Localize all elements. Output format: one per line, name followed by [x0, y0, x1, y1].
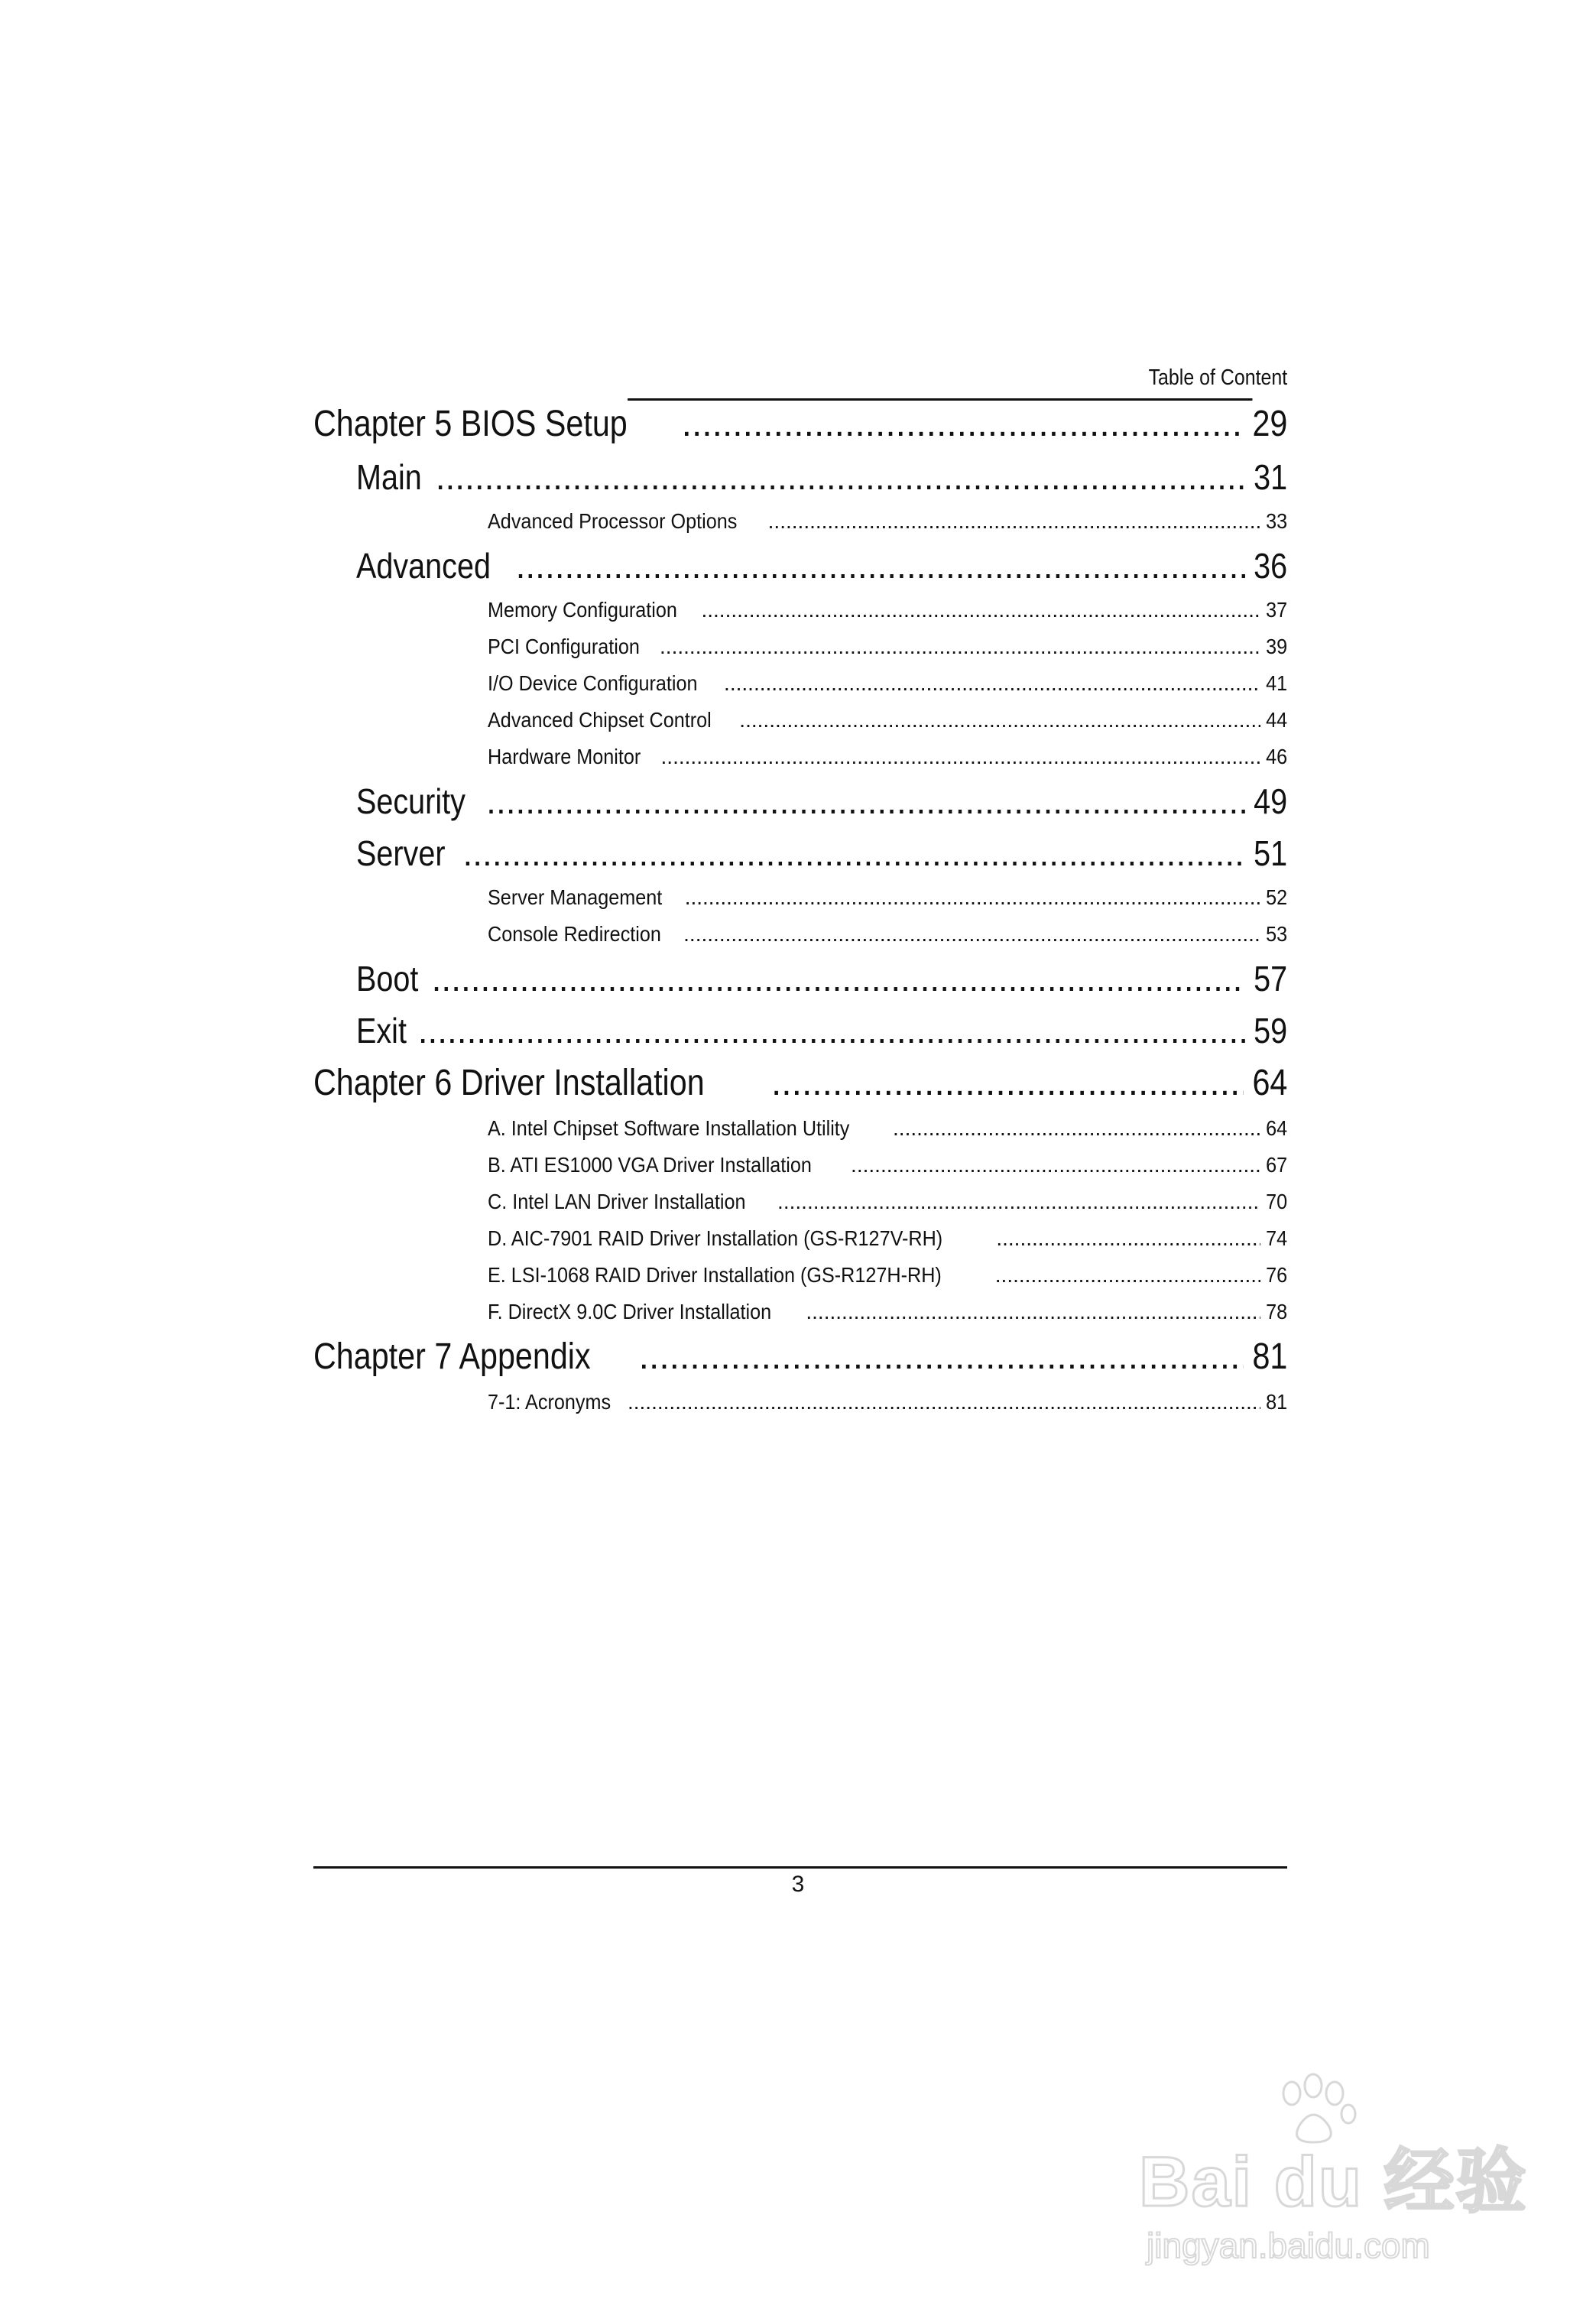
toc-section-entry — [313, 953, 1287, 1005]
toc-entry-page: 81 — [1252, 1330, 1287, 1384]
toc-dot-leader — [768, 503, 1260, 540]
toc-entry-page: 39 — [1266, 628, 1287, 665]
toc-entry-title: Advanced Processor Options — [488, 503, 737, 540]
toc-entry-page: 74 — [1266, 1220, 1287, 1257]
toc-subsection-entry — [313, 702, 1287, 739]
toc-entry-title: Server — [356, 827, 446, 879]
toc-subsection-entry — [313, 1110, 1287, 1147]
toc-entry-title: Chapter 7 Appendix — [313, 1330, 591, 1384]
toc-dot-leader — [996, 1220, 1260, 1257]
toc-entry-title: Boot — [356, 953, 418, 1005]
toc-subsection-entry — [313, 1220, 1287, 1257]
toc-section-entry — [313, 451, 1287, 503]
toc-dot-leader — [486, 775, 1245, 827]
toc-subsection-entry — [313, 739, 1287, 775]
toc-subsection-entry — [313, 1257, 1287, 1294]
toc-dot-leader — [685, 879, 1260, 916]
toc-entry-title: F. DirectX 9.0C Driver Installation — [488, 1294, 771, 1330]
toc-entry-title: Chapter 5 BIOS Setup — [313, 398, 628, 451]
toc-dot-leader — [893, 1110, 1260, 1147]
toc-entry-page: 67 — [1266, 1147, 1287, 1184]
toc-entry-page: 57 — [1254, 953, 1287, 1005]
toc-section-entry — [313, 1005, 1287, 1057]
toc-subsection-entry — [313, 916, 1287, 953]
toc-entry-title: C. Intel LAN Driver Installation — [488, 1184, 746, 1220]
toc-entry-title: Memory Configuration — [488, 592, 677, 628]
toc-entry-title: Security — [356, 775, 466, 827]
toc-entry-page: 51 — [1254, 827, 1287, 879]
toc-entry-page: 29 — [1252, 398, 1287, 451]
toc-entry-page: 49 — [1254, 775, 1287, 827]
toc-dot-leader — [701, 592, 1260, 628]
toc-dot-leader — [660, 628, 1260, 665]
toc-subsection-entry — [313, 592, 1287, 628]
toc-entry-title: B. ATI ES1000 VGA Driver Installation — [488, 1147, 812, 1184]
toc-dot-leader — [724, 665, 1260, 702]
toc-entry-title: Main — [356, 451, 422, 503]
toc-subsection-entry — [313, 1384, 1287, 1421]
toc-entry-title: PCI Configuration — [488, 628, 640, 665]
toc-subsection-entry — [313, 1184, 1287, 1220]
toc-dot-leader — [995, 1257, 1260, 1294]
toc-dot-leader — [682, 398, 1244, 451]
toc-entry-title: Advanced — [356, 540, 491, 592]
toc-section-entry — [313, 775, 1287, 827]
watermark-logo: Bai du 经验 — [1139, 2143, 1528, 2221]
toc-subsection-entry — [313, 628, 1287, 665]
toc-subsection-entry — [313, 1147, 1287, 1184]
toc-entry-page: 52 — [1266, 879, 1287, 916]
toc-dot-leader — [432, 953, 1245, 1005]
toc-entry-title: Server Management — [488, 879, 662, 916]
toc-entry-page: 31 — [1254, 451, 1287, 503]
toc-entry-title: Chapter 6 Driver Installation — [313, 1057, 705, 1110]
toc-entry-title: Console Redirection — [488, 916, 661, 953]
toc-entry-title: D. AIC-7901 RAID Driver Installation (GS-R127V-RH) — [488, 1220, 942, 1257]
toc-subsection-entry — [313, 879, 1287, 916]
toc-entry-title: I/O Device Configuration — [488, 665, 698, 702]
toc-dot-leader — [739, 702, 1260, 739]
toc-entry-title: Hardware Monitor — [488, 739, 641, 775]
toc-entry-page: 46 — [1266, 739, 1287, 775]
baidu-jingyan-watermark — [1139, 2072, 1552, 2278]
toc-subsection-entry — [313, 665, 1287, 702]
toc-dot-leader — [771, 1057, 1244, 1110]
toc-dot-leader — [462, 827, 1244, 879]
toc-dot-leader — [639, 1330, 1244, 1384]
toc-entry-page: 78 — [1266, 1294, 1287, 1330]
toc-subsection-entry — [313, 1294, 1287, 1330]
toc-subsection-entry — [313, 503, 1287, 540]
toc-dot-leader — [851, 1147, 1260, 1184]
toc-chapter-entry — [313, 1330, 1287, 1384]
table-of-contents — [313, 398, 1287, 1421]
toc-dot-leader — [683, 916, 1260, 953]
toc-entry-page: 81 — [1266, 1384, 1287, 1421]
footer-rule — [313, 1866, 1287, 1869]
toc-section-entry — [313, 540, 1287, 592]
toc-chapter-entry — [313, 1057, 1287, 1110]
toc-dot-leader — [516, 540, 1245, 592]
toc-entry-title: 7-1: Acronyms — [488, 1384, 611, 1421]
toc-entry-page: 44 — [1266, 702, 1287, 739]
toc-entry-page: 36 — [1254, 540, 1287, 592]
toc-entry-page: 64 — [1252, 1057, 1287, 1110]
toc-entry-title: Advanced Chipset Control — [488, 702, 712, 739]
toc-section-entry — [313, 827, 1287, 879]
toc-entry-title: Exit — [356, 1005, 407, 1057]
toc-dot-leader — [661, 739, 1260, 775]
toc-entry-page: 41 — [1266, 665, 1287, 702]
toc-entry-page: 76 — [1266, 1257, 1287, 1294]
toc-entry-page: 64 — [1266, 1110, 1287, 1147]
toc-dot-leader — [806, 1294, 1260, 1330]
toc-entry-page: 70 — [1266, 1184, 1287, 1220]
toc-entry-page: 37 — [1266, 592, 1287, 628]
watermark-url: jingyan.baidu.com — [1147, 2226, 1430, 2265]
toc-dot-leader — [418, 1005, 1245, 1057]
toc-dot-leader — [436, 451, 1245, 503]
toc-entry-title: A. Intel Chipset Software Installation Utility — [488, 1110, 849, 1147]
toc-entry-page: 53 — [1266, 916, 1287, 953]
page-number: 3 — [791, 1872, 805, 1897]
toc-dot-leader — [777, 1184, 1260, 1220]
toc-entry-page: 59 — [1254, 1005, 1287, 1057]
header-title: Table of Content — [1148, 365, 1287, 390]
toc-chapter-entry — [313, 398, 1287, 451]
toc-entry-title: E. LSI-1068 RAID Driver Installation (GS-R127H-RH) — [488, 1257, 942, 1294]
toc-dot-leader — [628, 1384, 1260, 1421]
toc-entry-page: 33 — [1266, 503, 1287, 540]
